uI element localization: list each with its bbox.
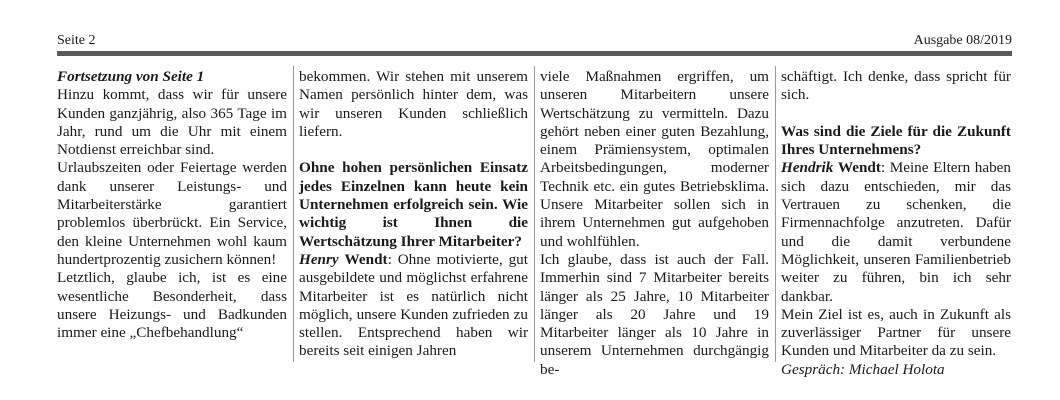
article-column-1	[57, 68, 287, 342]
paragraph: Letztlich, glaube ich, ist es eine wesentliche Besonderheit, dass unsere Heizungs- und Badkunden immer eine „Chefbehandlung“	[57, 269, 287, 342]
answer-text: : Ohne motivierte, gut ausgebildete und möglichst erfahrene Mitarbeiter ist es natürlich nicht möglich, unsere Kunden zufrieden zu stellen. Entsprechend haben wir bereits seit einigen Jahren	[299, 250, 528, 360]
paragraph: viele Maßnahmen ergriffen, um unseren Mitarbeitern unsere Wertschätzung zu vermitteln. Dazu gehört neben einer guten Bezahlung, einem Prämiensystem, optimalen Arbeitsbedingungen, moderner Technik etc. ein gutes Betriebsklima. Unsere Mitarbeiter sollen sich in ihrem Unternehmen gut aufgehoben und wohlfühlen.	[540, 68, 769, 250]
paragraph: Hinzu kommt, dass wir für unsere Kunden ganzjährig, also 365 Tage im Jahr, rund um die Uhr mit einem Notdienst erreichbar sind.	[57, 86, 287, 159]
speaker-last-name: Wendt	[837, 159, 881, 177]
answer-text: : Meine Eltern haben sich dazu entschieden, mir das Vertrauen zu schenken, die Firmennachfolge anzutreten. Dafür und die damit verbundene Möglichkeit, unseren Familienbetrieb weiter zu führen, bin ich sehr dankbar.	[781, 159, 1012, 305]
speaker-first-name: Hendrik	[781, 159, 834, 177]
page-header	[57, 34, 1012, 48]
issue-label: Ausgabe 08/2019	[913, 33, 1012, 48]
header-rule	[57, 51, 1012, 56]
interview-credit: Gespräch: Michael Holota	[781, 360, 945, 378]
speaker-first-name: Henry	[299, 250, 339, 268]
article-column-3	[540, 68, 769, 379]
column-divider	[293, 66, 294, 362]
paragraph: schäftigt. Ich denke, dass spricht für sich.	[781, 68, 1011, 104]
continuation-note: Fortsetzung von Seite 1	[57, 68, 205, 85]
interview-answer	[781, 159, 1011, 305]
page-number: Seite 2	[57, 33, 96, 48]
paragraph: Ich glaube, dass ist auch der Fall. Immerhin sind 7 Mitarbeiter bereits länger als 25 Jahre, 10 Mitarbeiter länger als 20 Jahre und 19 Mitarbeiter länger als 10 Jahre in unserem Unternehmen durchgängig be-	[540, 250, 769, 378]
column-divider	[534, 66, 535, 362]
interview-answer	[299, 251, 528, 361]
speaker-last-name: Wendt	[344, 250, 388, 268]
paragraph: Mein Ziel ist es, auch in Zukunft als zuverlässiger Partner für unsere Kunden und Mitarbeiter da zu sein.	[781, 305, 1011, 360]
article-column-4	[781, 68, 1011, 379]
column-divider	[775, 66, 776, 362]
interview-question: Ohne hohen persönlichen Einsatz jedes Einzelnen kann heute kein Unternehmen erfolgreich sein. Wie wichtig ist Ihnen die Wertschätzung Ihrer Mitarbeiter?	[299, 159, 528, 250]
paragraph: bekommen. Wir stehen mit unserem Namen persönlich hinter dem, was wir unseren Kunden schließlich liefern.	[299, 68, 528, 140]
paragraph: Urlaubszeiten oder Feiertage werden dank unserer Leistungs- und Mitarbeiterstärke garantiert problemlos überbrückt. Ein Service, den kleine Unternehmen wohl kaum hundertprozentig zusichern können!	[57, 159, 287, 268]
article-column-2	[299, 68, 528, 361]
interview-question: Was sind die Ziele für die Zukunft Ihres Unternehmens?	[781, 122, 1011, 159]
